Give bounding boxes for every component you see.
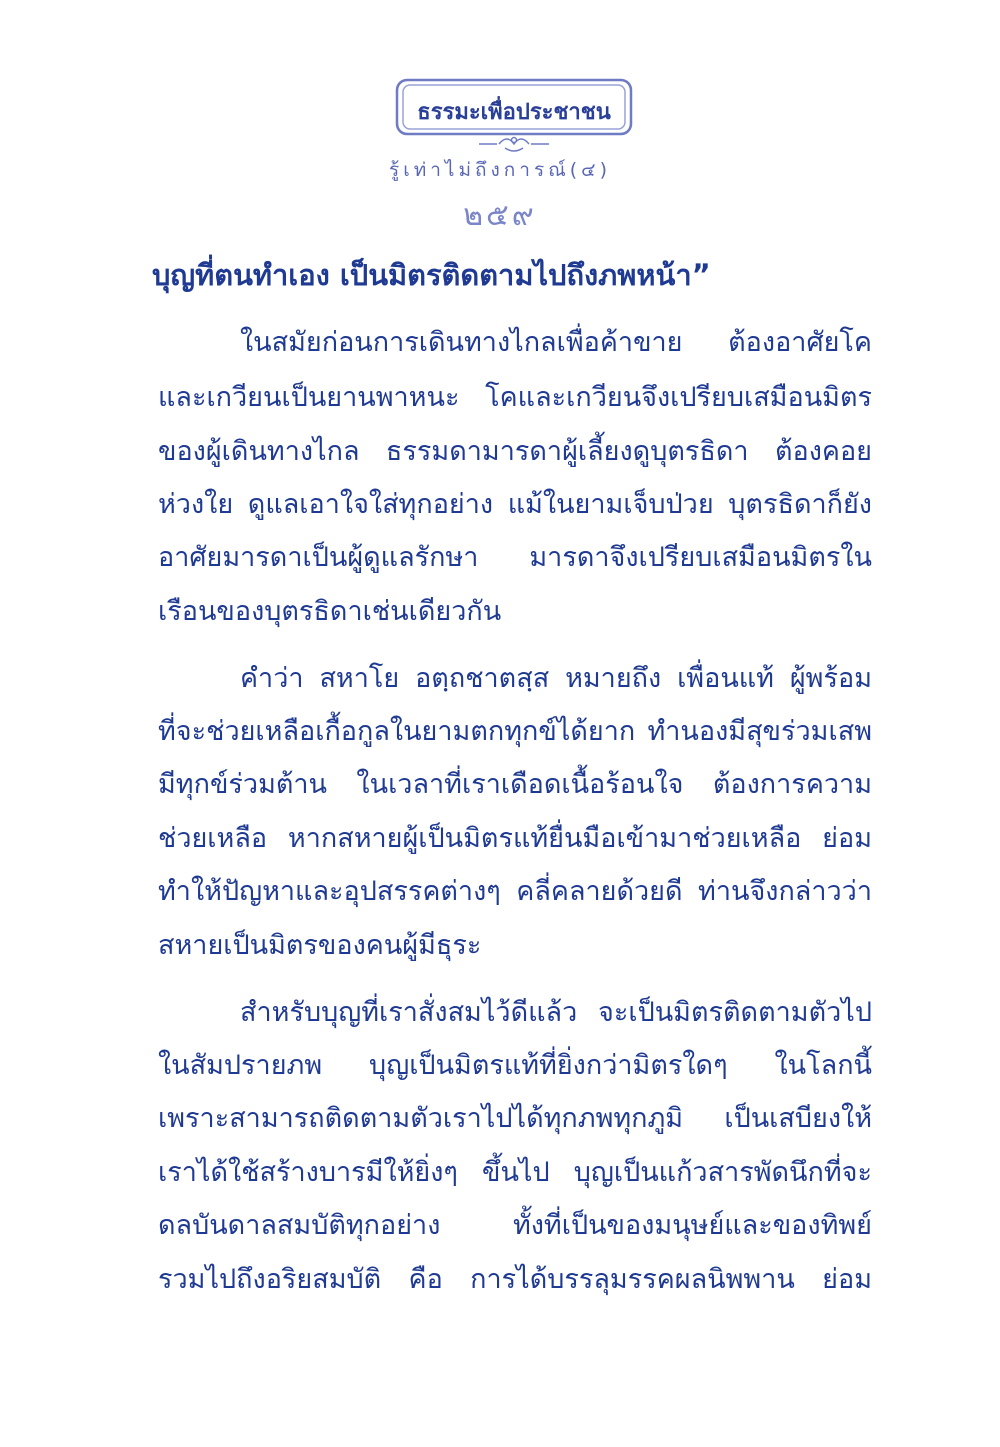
chapter-subtitle: รู้เท่าไม่ถึงการณ์(๔) — [389, 159, 611, 181]
paragraph-2-line-3: มีทุกข์ร่วมต้าน ในเวลาที่เราเดือดเนื้อร้อนใจ ต้องการความ — [158, 769, 872, 800]
paragraph-1-line-1: ในสมัยก่อนการเดินทางไกลเพื่อค้าขาย ต้องอาศัยโค — [240, 327, 872, 358]
paragraph-1-line-3: ของผู้เดินทางไกล ธรรมดามารดาผู้เลี้ยงดูบุตรธิดา ต้องคอย — [158, 436, 872, 467]
paragraph-3-line-6: รวมไปถึงอริยสมบัติ คือ การได้บรรลุมรรคผลนิพพาน ย่อม — [158, 1264, 872, 1295]
paragraph-3-line-3: เพราะสามารถติดตามตัวเราไปได้ทุกภพทุกภูมิ เป็นเสบียงให้ — [158, 1103, 872, 1134]
logo-text: ธรรมะเพื่อประชาชน — [417, 100, 611, 125]
paragraph-3-line-2: ในสัมปรายภพ บุญเป็นมิตรแท้ที่ยิ่งกว่ามิตรใดๆ ในโลกนี้ — [158, 1050, 872, 1081]
paragraph-1-line-4: ห่วงใย ดูแลเอาใจใส่ทุกอย่าง แม้ในยามเจ็บป่วย บุตรธิดาก็ยัง — [158, 489, 872, 520]
dhamma-logo — [395, 78, 633, 152]
paragraph-2-line-5: ทำให้ปัญหาและอุปสรรคต่างๆ คลี่คลายด้วยดี ท่านจึงกล่าวว่า — [158, 876, 872, 907]
paragraph-3-line-4: เราได้ใช้สร้างบารมีให้ยิ่งๆ ขึ้นไป บุญเป็นแก้วสารพัดนึกที่จะ — [158, 1157, 872, 1188]
paragraph-1-line-5: อาศัยมารดาเป็นผู้ดูแลรักษา มารดาจึงเปรียบเสมือนมิตรใน — [158, 542, 872, 573]
paragraph-2-line-2: ที่จะช่วยเหลือเกื้อกูลในยามตกทุกข์ได้ยาก ทำนองมีสุขร่วมเสพ — [158, 716, 872, 747]
section-heading: บุญที่ตนทำเอง เป็นมิตรติดตามไปถึงภพหน้า” — [152, 258, 711, 292]
paragraph-1-line-6: เรือนของบุตรธิดาเช่นเดียวกัน — [158, 596, 502, 627]
paragraph-2-line-6: สหายเป็นมิตรของคนผู้มีธุระ — [158, 930, 482, 961]
paragraph-2-line-1: คำว่า สหาโย อตฺถชาตสฺส หมายถึง เพื่อนแท้ ผู้พร้อม — [240, 663, 872, 694]
paragraph-2-line-4: ช่วยเหลือ หากสหายผู้เป็นมิตรแท้ยื่นมือเข้ามาช่วยเหลือ ย่อม — [158, 823, 872, 854]
paragraph-3-line-1: สำหรับบุญที่เราสั่งสมไว้ดีแล้ว จะเป็นมิตรติดตามตัวไป — [240, 997, 872, 1028]
paragraph-3-line-5: ดลบันดาลสมบัติทุกอย่าง ทั้งที่เป็นของมนุษย์และของทิพย์ — [158, 1210, 872, 1241]
page-number: ๒๕๙ — [463, 198, 537, 233]
paragraph-1-line-2: และเกวียนเป็นยานพาหนะ โคและเกวียนจึงเปรียบเสมือนมิตร — [158, 382, 872, 413]
